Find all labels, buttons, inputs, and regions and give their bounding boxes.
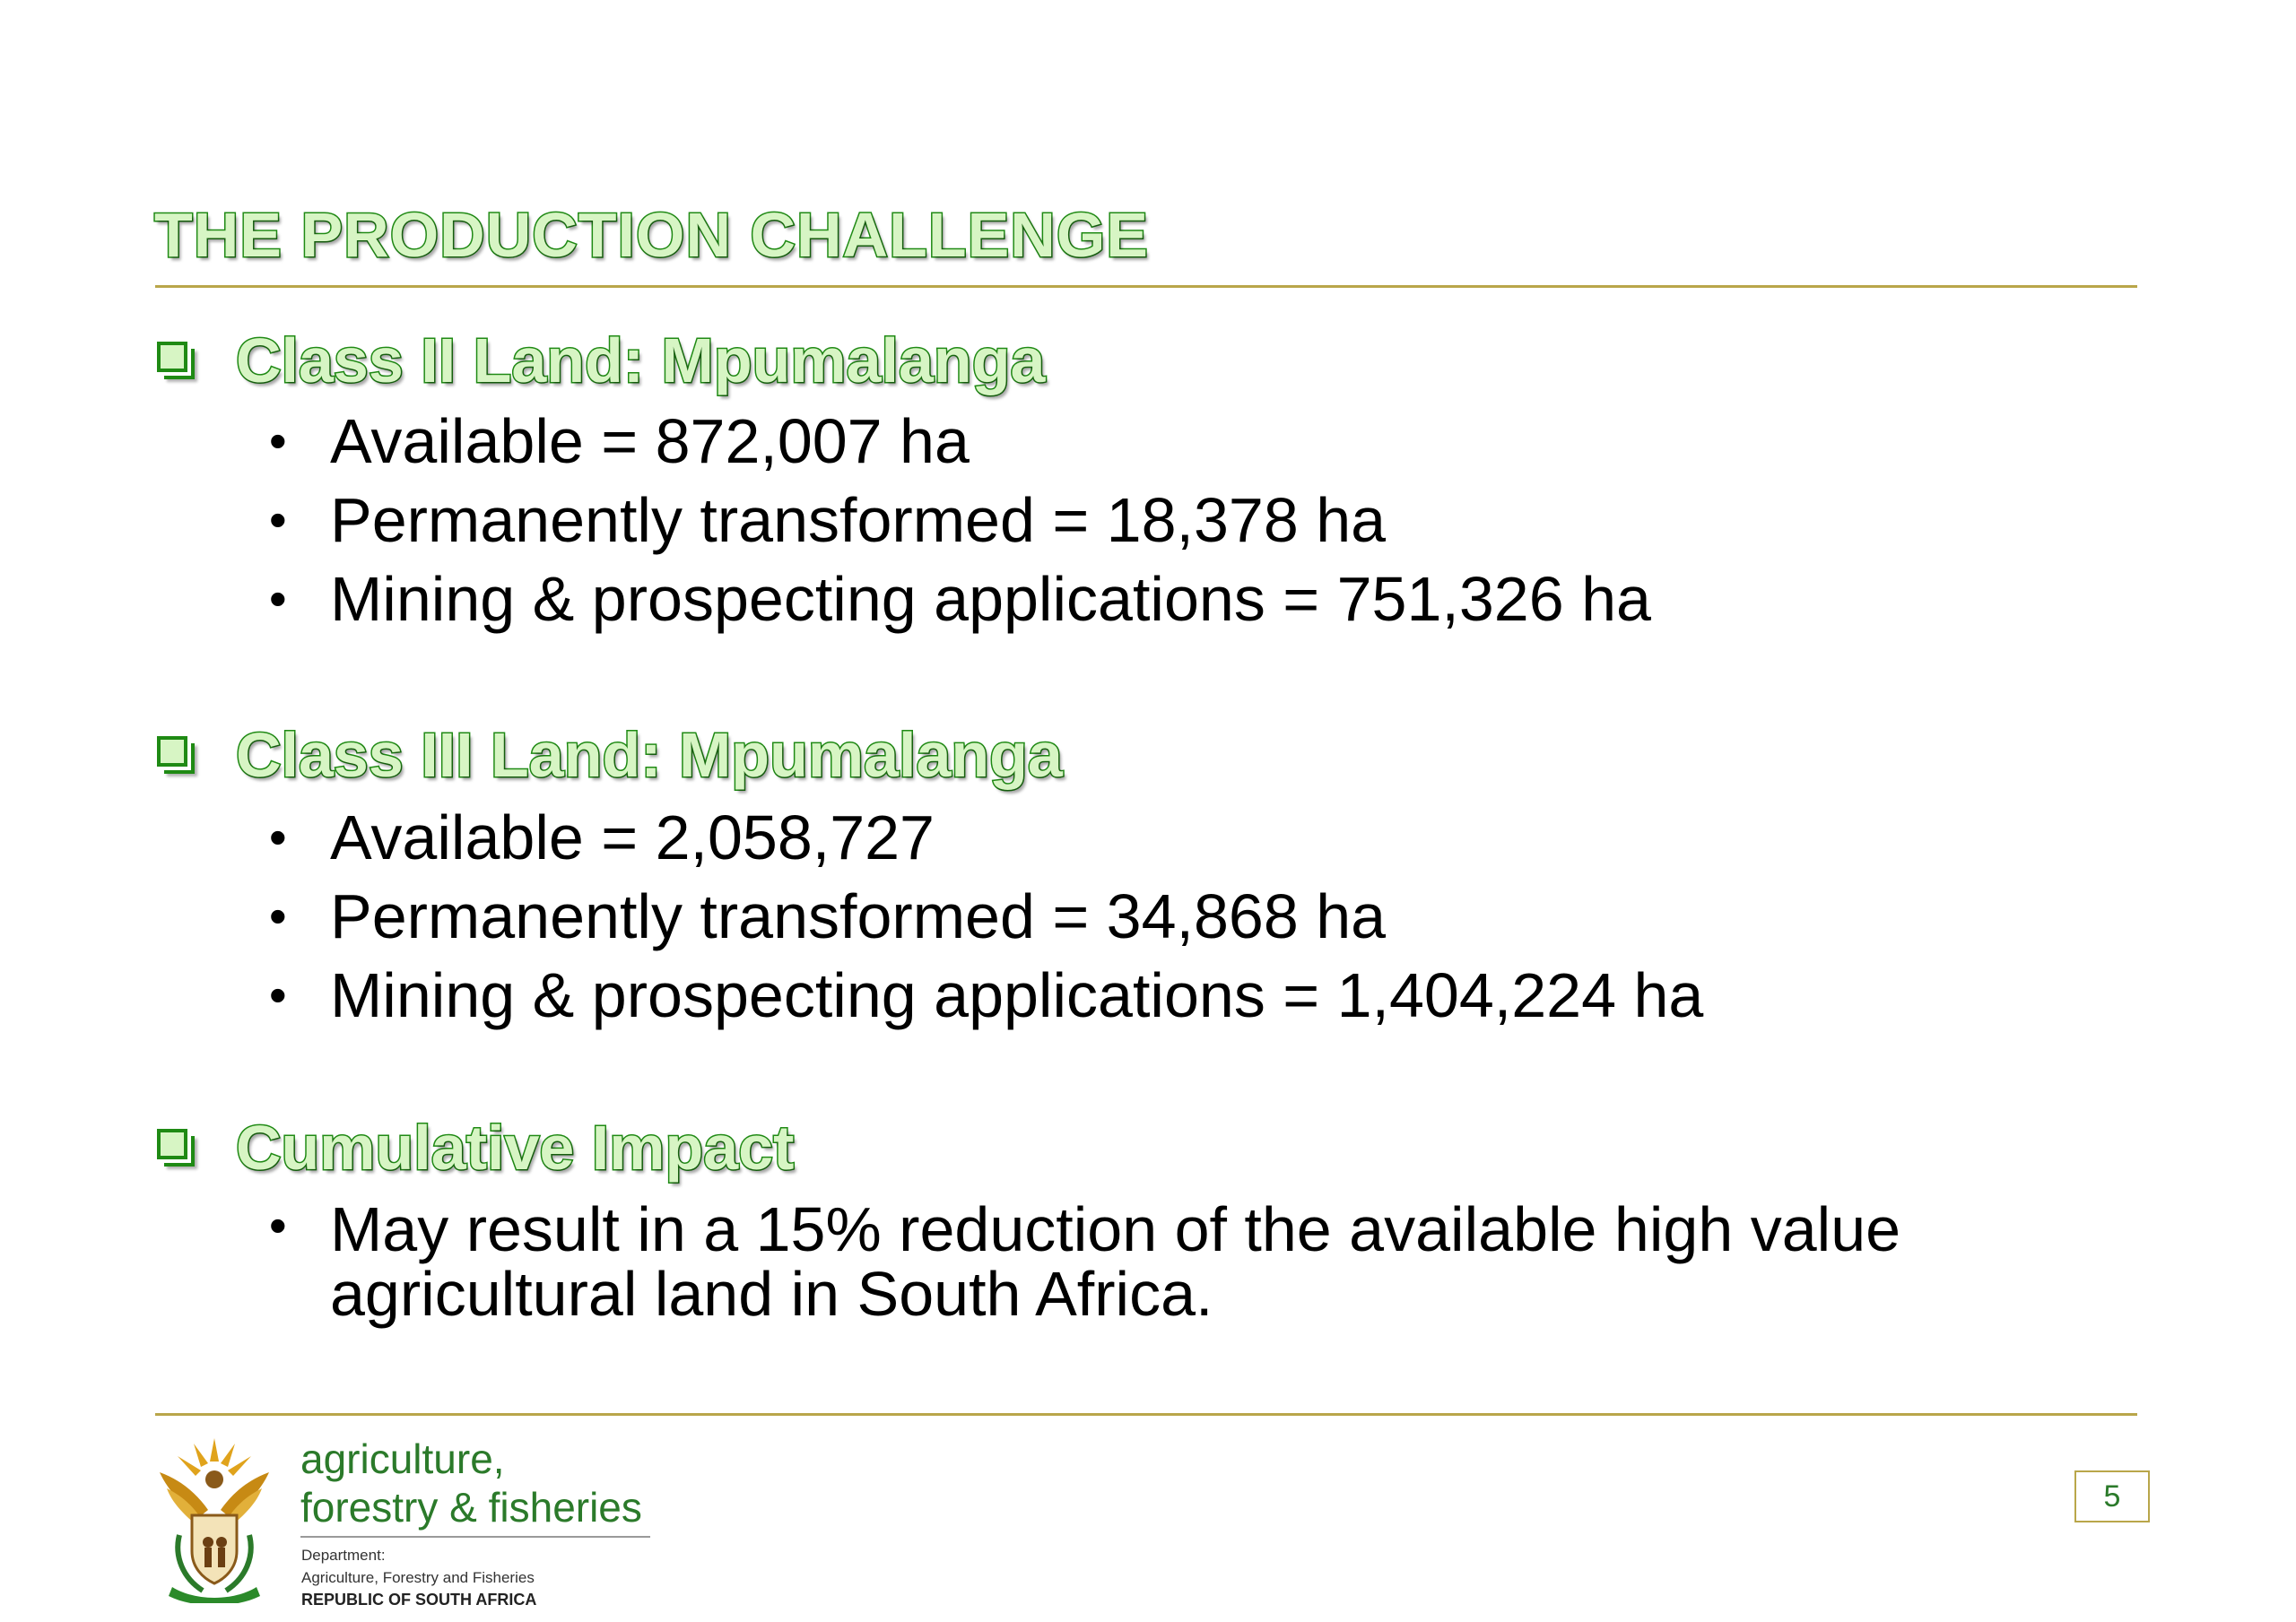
country-name: REPUBLIC OF SOUTH AFRICA xyxy=(301,1591,537,1609)
bullet-dot-icon: • xyxy=(269,412,287,469)
section-heading-label: Class III Land: Mpumalanga xyxy=(236,720,1063,790)
list-item-text: Mining & prospecting applications = 751,326 ha xyxy=(330,564,1651,634)
bullet-dot-icon: • xyxy=(269,967,287,1023)
brand-wordmark xyxy=(300,1435,642,1531)
page-number: 5 xyxy=(2074,1470,2150,1522)
bullet-dot-icon: • xyxy=(269,570,287,627)
department-label: Department: xyxy=(301,1547,386,1564)
section-heading-label: Class II Land: Mpumalanga xyxy=(236,325,1046,395)
footer-divider xyxy=(155,1413,2137,1416)
bullet-dot-icon: • xyxy=(269,809,287,865)
brand-line-1: agriculture, xyxy=(300,1436,505,1482)
bullet-dot-icon: • xyxy=(269,888,287,944)
brand-divider xyxy=(300,1536,650,1538)
list-item xyxy=(269,877,1703,956)
bullet-dot-icon: • xyxy=(269,491,287,548)
section-heading-cumulative-impact xyxy=(157,1112,794,1184)
list-item xyxy=(269,1194,2178,1329)
list-item-text: Mining & prospecting applications = 1,404,224 ha xyxy=(330,960,1704,1030)
bullet-list-cumulative-impact xyxy=(269,1194,2178,1329)
list-item xyxy=(269,559,1651,638)
section-heading-label: Cumulative Impact xyxy=(236,1113,795,1183)
list-item-text: Available = 872,007 ha xyxy=(330,406,970,476)
list-item xyxy=(269,481,1651,559)
bullet-list-class-ii xyxy=(269,402,1651,638)
bullet-list-class-iii xyxy=(269,798,1703,1035)
section-heading-class-iii xyxy=(157,719,1063,791)
bullet-dot-icon: • xyxy=(269,1197,287,1253)
list-item-text: Permanently transformed = 18,378 ha xyxy=(330,485,1387,555)
department-name: Agriculture, Forestry and Fisheries xyxy=(301,1569,535,1586)
checkbox-bullet-icon xyxy=(157,1129,195,1167)
list-item-text: May result in a 15% reduction of the available high value agricultural land in South Africa. xyxy=(330,1194,1901,1329)
slide-title: THE PRODUCTION CHALLENGE xyxy=(154,200,1149,270)
checkbox-bullet-icon xyxy=(157,736,195,774)
checkbox-bullet-icon xyxy=(157,342,195,379)
list-item xyxy=(269,956,1703,1035)
department-info xyxy=(301,1544,536,1611)
south-africa-coat-of-arms-icon xyxy=(152,1436,276,1603)
list-item-text: Permanently transformed = 34,868 ha xyxy=(330,881,1387,951)
list-item xyxy=(269,402,1651,481)
list-item xyxy=(269,798,1703,877)
brand-line-2: forestry & fisheries xyxy=(300,1484,642,1531)
list-item-text: Available = 2,058,727 xyxy=(330,802,935,872)
section-heading-class-ii xyxy=(157,325,1045,396)
title-divider xyxy=(155,285,2137,288)
